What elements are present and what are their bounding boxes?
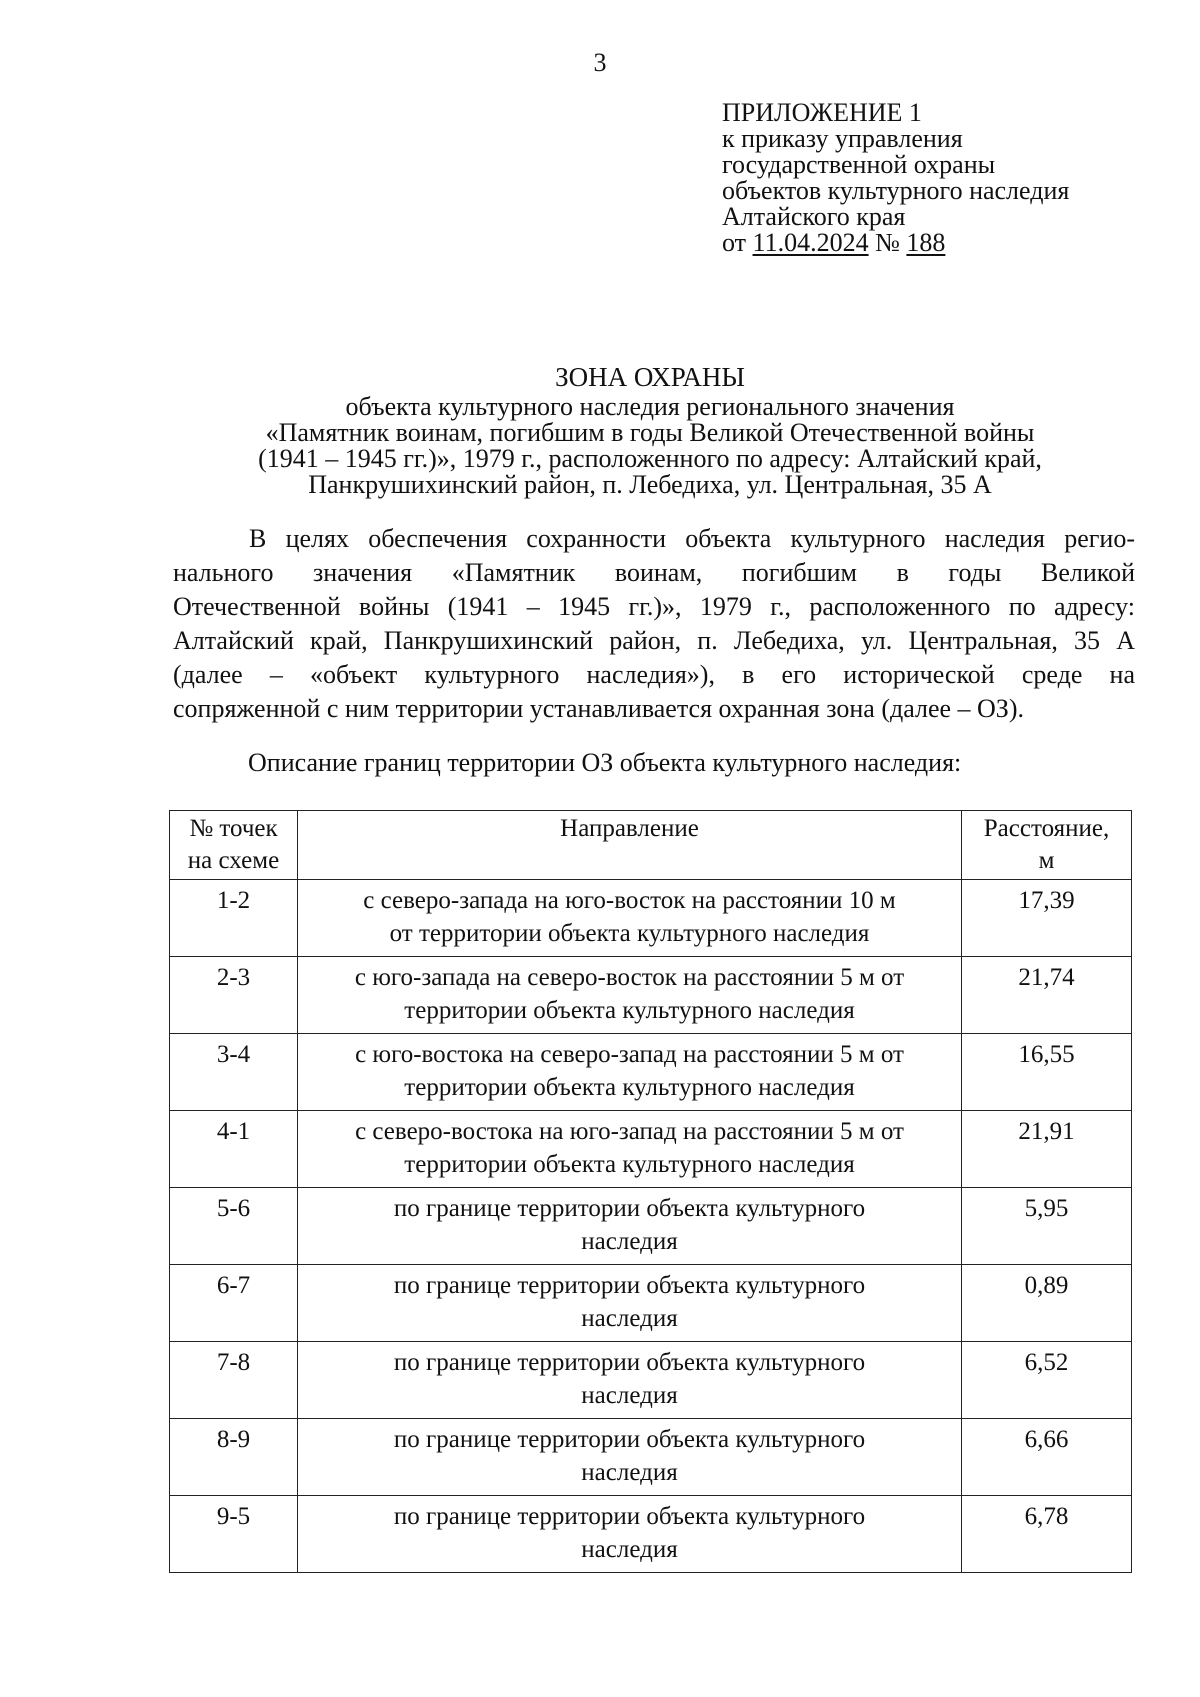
- cell-points: 4-1: [170, 1111, 298, 1188]
- paragraph-line-4: Алтайский край, Панкрушихинский район, п. Лебедиха, ул. Центральная, 35 А: [173, 626, 1135, 655]
- direction-line-1: по границе территории объекта культурного: [393, 1195, 866, 1222]
- table-row: [170, 1188, 1132, 1265]
- direction-line-1: по границе территории объекта культурного: [393, 1426, 866, 1453]
- header-points: [170, 811, 298, 880]
- cell-direction: [298, 880, 962, 957]
- paragraph-line-6: сопряженной с ним территории устанавливается охранная зона (далее – ОЗ).: [173, 694, 1024, 723]
- table-row: [170, 1342, 1132, 1419]
- title-main: ЗОНА ОХРАНЫ: [555, 362, 745, 392]
- table-row: [170, 1111, 1132, 1188]
- table-row: [170, 1265, 1132, 1342]
- cell-distance: 6,66: [962, 1419, 1132, 1496]
- direction-line-2: наследия: [581, 1459, 678, 1486]
- cell-distance: 21,91: [962, 1111, 1132, 1188]
- cell-direction: [298, 1265, 962, 1342]
- title-line-1: объекта культурного наследия регионального значения: [345, 392, 955, 421]
- cell-distance: 0,89: [962, 1265, 1132, 1342]
- direction-line-1: по границе территории объекта культурного: [393, 1503, 866, 1530]
- order-date: 11.04.2024: [752, 228, 869, 257]
- direction-line-2: от территории объекта культурного наследия: [389, 920, 870, 947]
- cell-points: 6-7: [170, 1265, 298, 1342]
- direction-line-2: наследия: [581, 1536, 678, 1563]
- direction-line-1: по границе территории объекта культурного: [393, 1272, 866, 1299]
- paragraph-line-3: Отечественной войны (1941 – 1945 гг.)», 1979 г., расположенного по адресу:: [173, 592, 1135, 621]
- cell-points: 2-3: [170, 957, 298, 1034]
- appendix-line-3: объектов культурного наследия: [722, 176, 1070, 205]
- appendix-title: ПРИЛОЖЕНИЕ 1: [722, 98, 922, 127]
- cell-distance: 17,39: [962, 880, 1132, 957]
- cell-points: 1-2: [170, 880, 298, 957]
- header-distance: [962, 811, 1132, 880]
- direction-line-1: с юго-востока на северо-запад на расстоянии 5 м от: [355, 1041, 904, 1068]
- appendix-line-1: к приказу управления: [722, 124, 963, 153]
- table-header-row: [170, 811, 1132, 880]
- cell-points: 3-4: [170, 1034, 298, 1111]
- title-line-2: «Памятник воинам, погибшим в годы Великой Отечественной войны: [265, 418, 1035, 447]
- header-distance-line-2: м: [1038, 847, 1055, 874]
- cell-direction: [298, 1034, 962, 1111]
- direction-line-2: территории объекта культурного наследия: [404, 1074, 855, 1101]
- cell-points: 7-8: [170, 1342, 298, 1419]
- table-row: [170, 1419, 1132, 1496]
- header-points-line-1: № точек: [189, 815, 278, 842]
- header-points-line-2: на схеме: [187, 847, 280, 874]
- cell-direction: [298, 1496, 962, 1573]
- cell-points: 5-6: [170, 1188, 298, 1265]
- paragraph-line-2: нального значения «Памятник воинам, погибшим в годы Великой: [173, 558, 1135, 587]
- direction-line-2: наследия: [581, 1228, 678, 1255]
- cell-distance: 5,95: [962, 1188, 1132, 1265]
- order-number: 188: [906, 228, 946, 257]
- cell-distance: 6,52: [962, 1342, 1132, 1419]
- table-row: [170, 880, 1132, 957]
- appendix-line-2: государственной охраны: [722, 150, 996, 179]
- direction-line-1: с северо-востока на юго-запад на расстоянии 5 м от: [355, 1118, 904, 1145]
- appendix-line-4: Алтайского края: [722, 202, 906, 231]
- paragraph-line-5: (далее – «объект культурного наследия»), в его исторической среде на: [173, 660, 1135, 689]
- cell-direction: [298, 1419, 962, 1496]
- direction-line-2: наследия: [581, 1305, 678, 1332]
- table-row: [170, 957, 1132, 1034]
- body-paragraph: [173, 522, 1135, 726]
- direction-line-2: территории объекта культурного наследия: [404, 1151, 855, 1178]
- page-number: 3: [593, 48, 607, 77]
- boundary-table: [169, 810, 1132, 1573]
- direction-line-1: с северо-запада на юго-восток на расстоянии 10 м: [363, 887, 896, 914]
- table-body: [170, 880, 1132, 1573]
- number-prefix: №: [875, 228, 900, 257]
- direction-line-1: с юго-запада на северо-восток на расстоянии 5 м от: [354, 964, 905, 991]
- cell-distance: 21,74: [962, 957, 1132, 1034]
- cell-direction: [298, 1342, 962, 1419]
- table-caption: Описание границ территории ОЗ объекта культурного наследия:: [248, 748, 962, 777]
- cell-direction: [298, 1111, 962, 1188]
- header-direction: Направление: [298, 811, 962, 880]
- title-line-3: (1941 – 1945 гг.)», 1979 г., расположенного по адресу: Алтайский край,: [258, 444, 1042, 473]
- document-title: [150, 362, 1150, 498]
- direction-line-2: территории объекта культурного наследия: [404, 997, 855, 1024]
- cell-distance: 16,55: [962, 1034, 1132, 1111]
- date-prefix: от: [722, 228, 747, 257]
- cell-direction: [298, 957, 962, 1034]
- appendix-date-line: [722, 230, 1162, 256]
- appendix-block: [722, 100, 1162, 256]
- direction-line-1: по границе территории объекта культурного: [393, 1349, 866, 1376]
- header-distance-line-1: Расстояние,: [983, 815, 1110, 842]
- cell-distance: 6,78: [962, 1496, 1132, 1573]
- cell-direction: [298, 1188, 962, 1265]
- table-row: [170, 1496, 1132, 1573]
- cell-points: 8-9: [170, 1419, 298, 1496]
- table-row: [170, 1034, 1132, 1111]
- paragraph-line-1: В целях обеспечения сохранности объекта культурного наследия регио-: [249, 524, 1135, 553]
- direction-line-2: наследия: [581, 1382, 678, 1409]
- title-line-4: Панкрушихинский район, п. Лебедиха, ул. Центральная, 35 А: [308, 470, 992, 499]
- cell-points: 9-5: [170, 1496, 298, 1573]
